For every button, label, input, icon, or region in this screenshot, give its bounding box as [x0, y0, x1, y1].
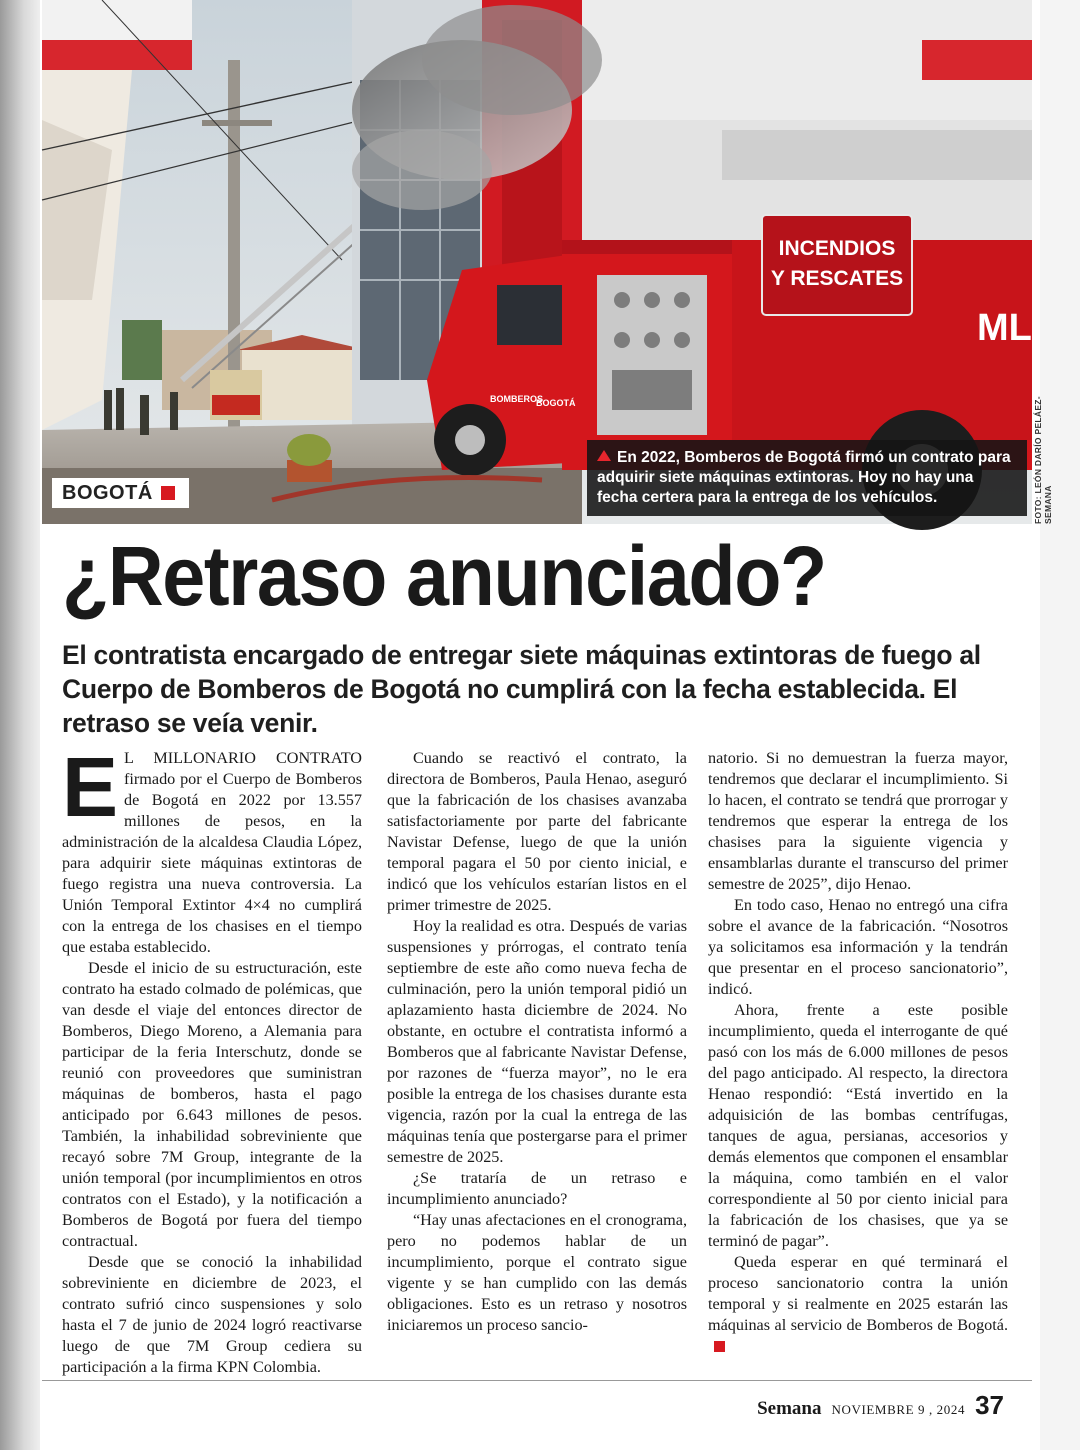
photo-credit: FOTO: LEÓN DARÍO PELÁEZ-SEMANA: [1033, 396, 1053, 524]
paragraph: [708, 1252, 1008, 1357]
paragraph: Hoy la realidad es otra. Después de varias suspensiones y prórrogas, el contrato tenía septiembre de este año como nueva fecha de culminación, pero la unión temporal pidió un aplazamiento hasta diciembre de 2024. No obstante, en octubre el contratista informó a Bomberos que al fabricante Navistar Defense, por razones de “fuerza mayor”, no le era posible la entrega de los chasises durante esta vigencia, razón por la cual la entrega de las máquinas tenía que postergarse para el primer semestre de 2025.: [387, 917, 687, 1166]
truck-text-bogota: BOGOTÁ: [536, 398, 576, 408]
paragraph: Desde que se conoció la inhabilidad sobreviniente en diciembre de 2023, el contrato sufrió cinco suspensiones y solo hasta el 7 de junio de 2024 logró reactivarse luego de que 7M Group cediera su participación a la firma KPN Colombia.: [62, 1253, 362, 1376]
section-tag-label: BOGOTÁ: [62, 481, 153, 504]
page-number: 37: [975, 1390, 1004, 1420]
caption-triangle-icon: [597, 450, 611, 461]
article-column-3: [708, 748, 1008, 1363]
footer-rule: [42, 1380, 1032, 1381]
magazine-page: [40, 0, 1053, 1450]
page-footer: [757, 1390, 1004, 1424]
deck-subheadline: El contratista encargado de entregar siete máquinas extintoras de fuego al Cuerpo de Bomberos de Bogotá no cumplirá con la fecha establecida. El retraso se veía venir.: [62, 640, 981, 738]
drop-cap: E: [62, 740, 119, 834]
page-right-margin: [1040, 0, 1080, 1450]
paragraph-text: L MILLONARIO CONTRATO firmado por el Cuerpo de Bomberos de Bogotá en 2022 por 13.557 millones de pesos, en la administración de la alcaldesa Claudia López, para adquirir siete máquinas extintoras de fuego registra una nueva controversia. La Unión Temporal Extintor 4×4 no cumplirá con la entrega de los chasises en el tiempo que estaba establecido.: [62, 749, 362, 956]
magazine-name: Semana: [757, 1398, 822, 1419]
paragraph: natorio. Si no demuestran la fuerza mayor, tendremos que declarar el incumplimiento. Si lo hacen, el contrato se tendrá que prorrogar y tendremos que esperar la entrega de los chasises para la siguiente vigencia y ensamblarlas durante el transcurso del primer semestre de 2025”, dijo Henao.: [708, 749, 1008, 893]
section-square-icon: [161, 486, 175, 500]
paragraph: En todo caso, Henao no entregó una cifra sobre el avance de la fabricación. “Nosotros ya solicitamos esa información y la tendrán que presentar en el proceso sancionatorio”, indicó.: [708, 896, 1008, 998]
paragraph: “Hay unas afectaciones en el cronograma, pero no podemos hablar de un incumplimiento, porque el contrato sigue vigente y se han cumplido con las demás obligaciones. Esto es un retraso y nosotros iniciaremos un proceso sancio-: [387, 1211, 687, 1334]
truck-text-rescates: Y RESCATES: [770, 267, 904, 290]
paragraph: Cuando se reactivó el contrato, la directora de Bomberos, Paula Henao, aseguró que la fabricación de los chasises avanzaba satisfactoriamente por parte del fabricante Navistar Defense, luego de que la unión temporal pagara el 50 por ciento inicial, e indicó que los vehículos estarían listos en el primer trimestre de 2025.: [387, 749, 687, 914]
article-column-2: [387, 748, 687, 1363]
truck-text-incendios: INCENDIOS: [778, 237, 896, 260]
truck-text-bomberos: BOMBEROS: [490, 394, 544, 404]
page-gutter-shadow: [0, 0, 40, 1450]
photo-caption-text: En 2022, Bomberos de Bogotá firmó un contrato para adquirir siete máquinas extintoras. Hoy no hay una fecha certera para la entrega de los vehículos.: [597, 449, 1011, 506]
paragraph: Ahora, frente a este posible incumplimiento, queda el interrogante de qué pasó con los más de 6.000 millones de pesos del pago anticipado. Al respecto, la directora Henao respondió: “Está invertido en la adquisición de las bombas centrífugas, tanques de agua, persianas, accesorios y demás elementos que componen el ensamblar la máquina, como también en el valor correspondiente al 50 por ciento inicial para la fabricación de los chasises, que ya se terminó de pagar”.: [708, 1001, 1008, 1250]
paragraph-text: Queda esperar en qué terminará el proceso sancionatorio contra la unión temporal y si realmente en 2025 estarán las máquinas al servicio de Bomberos de Bogotá.: [708, 1253, 1008, 1334]
article-column-1: [62, 740, 362, 1376]
end-mark-icon: [714, 1341, 725, 1352]
headline: ¿Retraso anunciado?: [62, 529, 826, 623]
issue-date: NOVIEMBRE 9 , 2024: [831, 1402, 966, 1417]
paragraph: Desde el inicio de su estructuración, este contrato ha estado colmado de polémicas, que van desde el viaje del entonces director de Bomberos, Diego Moreno, a Alemania para participar de la feria Interschutz, donde se reunió con proveedores que suministran máquinas de bomberos, hasta el pago anticipado por 6.643 millones de pesos. También, la inhabilidad sobreviniente que recayó sobre 7M Group, integrante de la unión temporal (por incumplimientos en otros contratos con el Estado), y la notificación a Bomberos de Bogotá por fuera del tiempo contractual.: [62, 959, 362, 1250]
paragraph: [62, 740, 362, 958]
truck-text-ml: ML: [977, 307, 1032, 349]
photo-caption: [587, 440, 1027, 516]
paragraph: ¿Se trataría de un retraso e incumplimiento anunciado?: [387, 1169, 687, 1208]
article-body: [62, 740, 1008, 1376]
section-tag: [52, 478, 189, 508]
lead-photo: [42, 0, 1032, 524]
